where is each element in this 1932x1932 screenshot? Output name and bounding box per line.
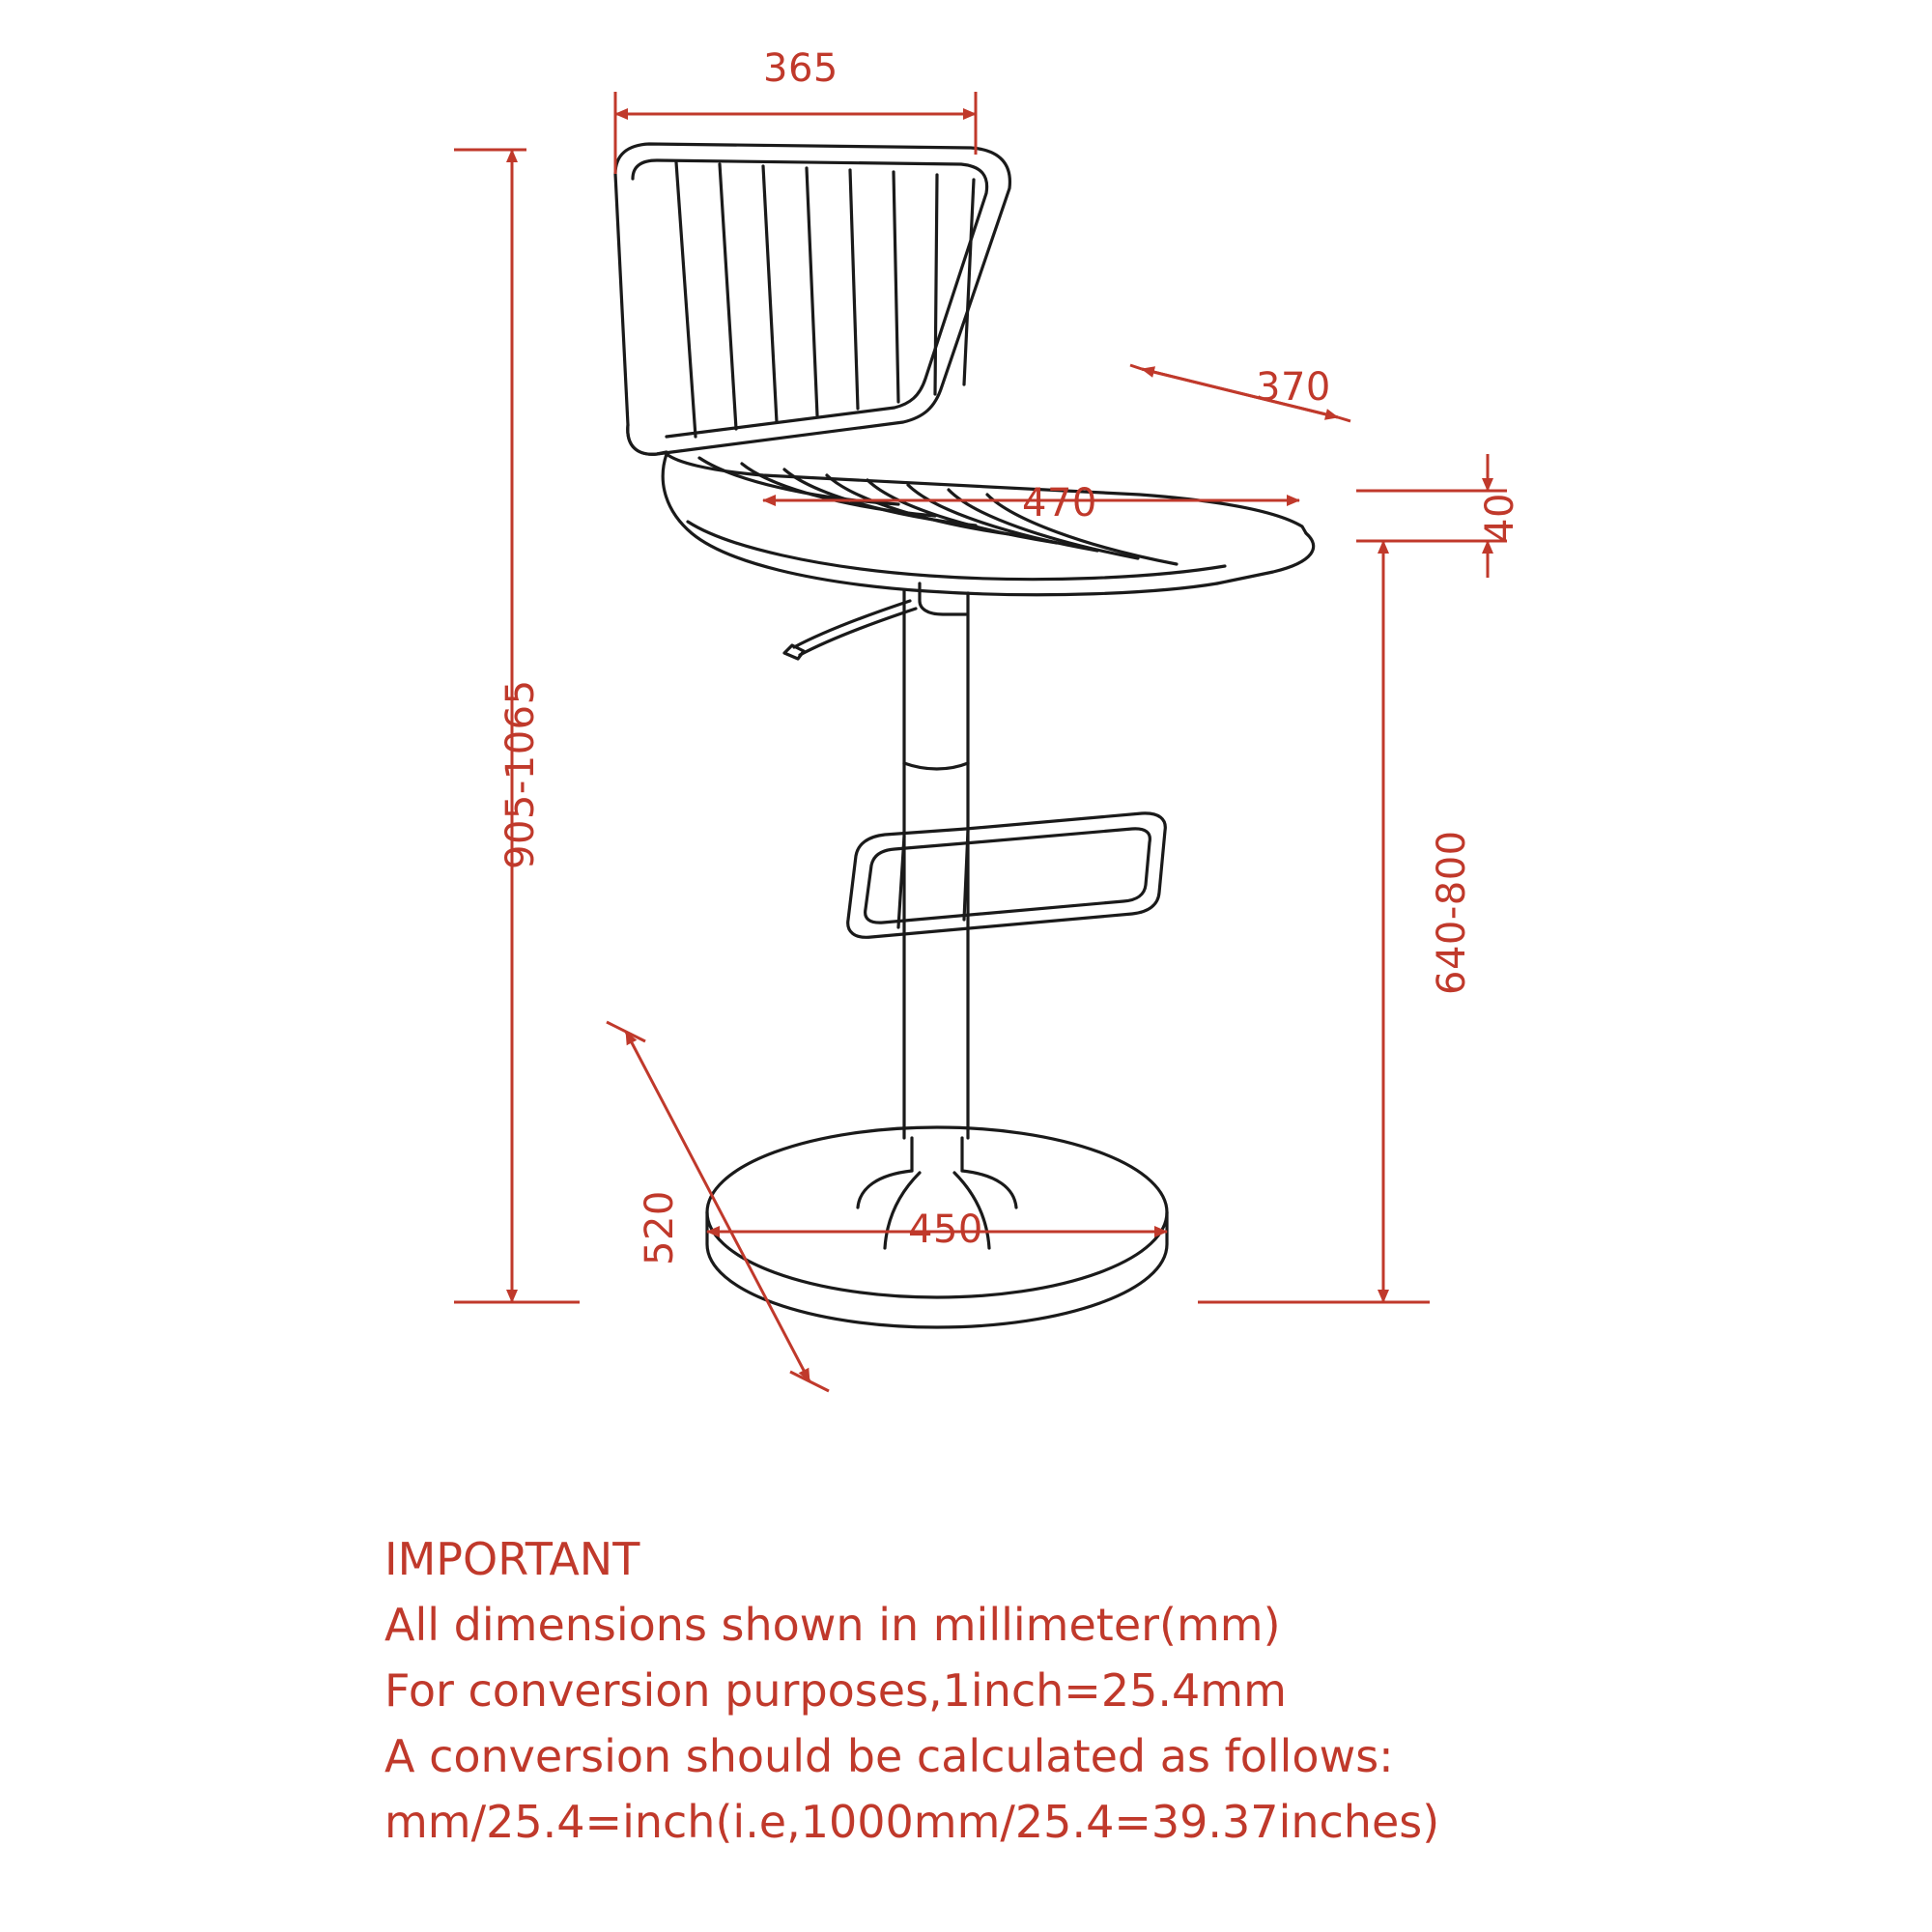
notes-line-2: For conversion purposes,1inch=25.4mm (384, 1664, 1287, 1717)
stool-outline (615, 144, 1314, 1327)
dimension-label-seat-thickness: 40 (1478, 493, 1522, 543)
notes-line-4: mm/25.4=inch(i.e,1000mm/25.4=39.37inches) (384, 1796, 1440, 1848)
important-notes (384, 1526, 1640, 1855)
dimension-label-base-diameter: 450 (908, 1208, 983, 1252)
notes-line-3: A conversion should be calculated as follows: (384, 1730, 1394, 1782)
dimension-label-seat-width: 365 (763, 46, 838, 91)
dimension-lines (454, 92, 1507, 1391)
dimension-label-overall-height: 905-1065 (498, 679, 543, 869)
dimension-label-seat-front-width: 470 (1022, 481, 1097, 526)
dimension-label-base-depth: 520 (638, 1190, 682, 1265)
dimension-label-seat-depth: 370 (1256, 365, 1331, 410)
dimension-label-seat-height: 640-800 (1430, 830, 1474, 995)
notes-line-1: All dimensions shown in millimeter(mm) (384, 1599, 1281, 1651)
notes-heading: IMPORTANT (384, 1533, 640, 1585)
